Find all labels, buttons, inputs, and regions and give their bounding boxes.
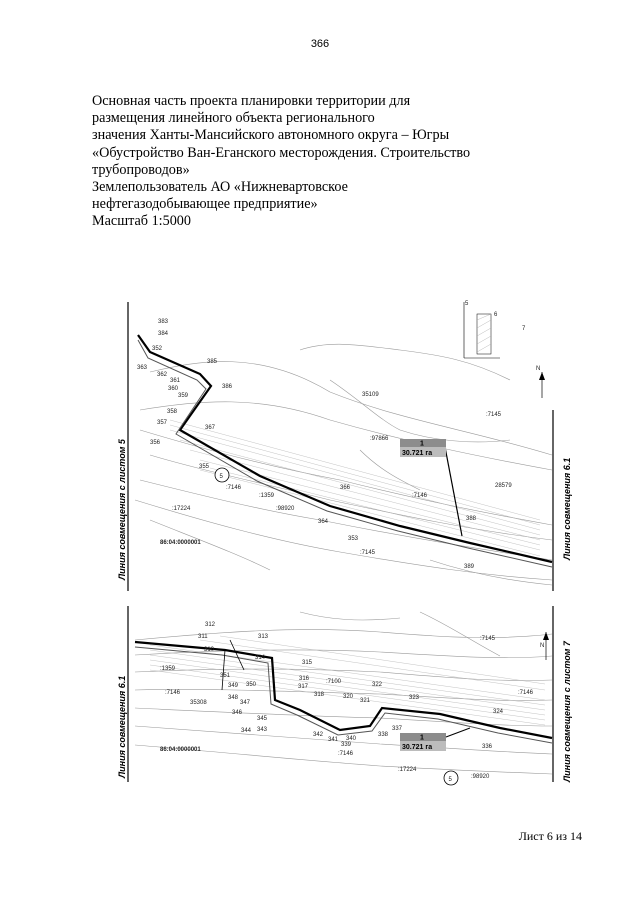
heading-line: нефтегазодобывающее предприятие» bbox=[92, 196, 318, 213]
svg-text:311: 311 bbox=[198, 634, 208, 640]
heading-line: Землепользователь АО «Нижневартовское bbox=[92, 179, 348, 196]
pipeline-route bbox=[135, 640, 552, 743]
svg-text:321: 321 bbox=[360, 698, 371, 704]
svg-text:355: 355 bbox=[199, 464, 210, 470]
inset-label: 7 bbox=[522, 326, 526, 332]
match-line-left-caption: Линия совмещения 6.1 bbox=[117, 675, 127, 778]
svg-text:367: 367 bbox=[205, 425, 216, 431]
north-arrow-icon bbox=[540, 632, 549, 660]
match-line-right-caption: Линия совмещения 6.1 bbox=[562, 457, 572, 560]
point-labels bbox=[198, 622, 504, 750]
parcel-label: :7146 bbox=[518, 690, 534, 696]
north-label: N bbox=[540, 643, 545, 649]
svg-text:366: 366 bbox=[340, 485, 351, 491]
svg-text:356: 356 bbox=[150, 440, 161, 446]
parcel-label: :7146 bbox=[412, 493, 428, 499]
svg-text:341: 341 bbox=[328, 737, 339, 743]
svg-text:340: 340 bbox=[346, 736, 357, 742]
heading-line: «Обустройство Ван-Еганского месторождения. Строительство bbox=[92, 144, 471, 161]
sheet-circle-label: 5 bbox=[219, 474, 223, 480]
svg-text:320: 320 bbox=[343, 694, 354, 700]
svg-text:363: 363 bbox=[137, 365, 148, 371]
map-top-inset bbox=[464, 301, 526, 358]
svg-text:317: 317 bbox=[298, 684, 309, 690]
svg-text:316: 316 bbox=[299, 676, 310, 682]
svg-text:324: 324 bbox=[493, 709, 504, 715]
parcel-label: :98920 bbox=[471, 774, 490, 780]
svg-text:358: 358 bbox=[167, 409, 178, 415]
svg-text:389: 389 bbox=[464, 564, 475, 570]
svg-text:361: 361 bbox=[170, 378, 181, 384]
svg-text:323: 323 bbox=[409, 695, 420, 701]
parcel-label: :7100 bbox=[326, 679, 342, 685]
parcel-label: :7145 bbox=[480, 636, 496, 642]
parcel-label: 28579 bbox=[495, 483, 512, 489]
svg-text:383: 383 bbox=[158, 319, 169, 325]
svg-text:337: 337 bbox=[392, 726, 403, 732]
area-id: 1 bbox=[420, 734, 424, 742]
area-leader-line bbox=[445, 447, 462, 536]
parcel-label: 35109 bbox=[362, 392, 379, 398]
svg-text:385: 385 bbox=[207, 359, 218, 365]
parcel-label: :7146 bbox=[226, 485, 242, 491]
area-id: 1 bbox=[420, 440, 424, 448]
svg-text:318: 318 bbox=[314, 692, 325, 698]
inset-label: 5 bbox=[465, 301, 469, 307]
svg-text:352: 352 bbox=[152, 346, 163, 352]
area-value: 30.721 га bbox=[402, 450, 433, 457]
parcel-label: :7146 bbox=[165, 690, 181, 696]
svg-text:346: 346 bbox=[232, 710, 243, 716]
parcel-label: :1359 bbox=[160, 666, 176, 672]
svg-text:338: 338 bbox=[378, 732, 389, 738]
heading-line: трубопроводов» bbox=[92, 161, 190, 178]
svg-text:359: 359 bbox=[178, 393, 189, 399]
parcel-label: :98920 bbox=[276, 506, 295, 512]
north-arrow-icon bbox=[536, 366, 545, 398]
svg-text:344: 344 bbox=[241, 728, 252, 734]
sheet-circle-label: 5 bbox=[448, 777, 452, 783]
match-line-left-caption: Линия совмещения с листом 5 bbox=[117, 439, 127, 580]
svg-text:362: 362 bbox=[157, 372, 168, 378]
svg-text:388: 388 bbox=[466, 516, 477, 522]
svg-text:312: 312 bbox=[205, 622, 216, 628]
parcel-label: :97866 bbox=[370, 436, 389, 442]
north-label: N bbox=[536, 366, 541, 372]
svg-text:360: 360 bbox=[168, 386, 179, 392]
map-top bbox=[117, 301, 572, 591]
map-bottom bbox=[117, 606, 572, 785]
heading-line: Масштаб 1:5000 bbox=[92, 213, 191, 230]
area-value: 30.721 га bbox=[402, 744, 433, 751]
svg-text:314: 314 bbox=[255, 655, 266, 661]
svg-text:351: 351 bbox=[220, 673, 231, 679]
parcel-label: :17224 bbox=[398, 767, 417, 773]
svg-text:339: 339 bbox=[341, 742, 352, 748]
svg-text:364: 364 bbox=[318, 519, 329, 525]
parcel-label: :7145 bbox=[360, 550, 376, 556]
inset-label: 6 bbox=[494, 312, 498, 318]
svg-text:349: 349 bbox=[228, 683, 239, 689]
svg-text:322: 322 bbox=[372, 682, 383, 688]
area-leader-line bbox=[446, 728, 470, 737]
svg-text:336: 336 bbox=[482, 744, 493, 750]
svg-text:384: 384 bbox=[158, 331, 169, 337]
svg-text:353: 353 bbox=[348, 536, 359, 542]
cadastral-block-label: 86:04:0000001 bbox=[160, 747, 201, 753]
svg-text:347: 347 bbox=[240, 700, 251, 706]
parcel-label: 35308 bbox=[190, 700, 207, 706]
svg-text:386: 386 bbox=[222, 384, 233, 390]
svg-text:343: 343 bbox=[257, 727, 268, 733]
parcel-label: :1359 bbox=[259, 493, 275, 499]
page-number: 366 bbox=[310, 38, 330, 50]
parcel-label: :7146 bbox=[338, 751, 354, 757]
cadastral-block-label: 86:04:0000001 bbox=[160, 540, 201, 546]
svg-text:310: 310 bbox=[204, 647, 215, 653]
match-line-right-caption: Линия совмещения с листом 7 bbox=[562, 641, 572, 782]
heading-line: значения Ханты-Мансийского автономного округа – Югры bbox=[92, 127, 450, 144]
parcel-label: :17224 bbox=[172, 506, 191, 512]
svg-text:342: 342 bbox=[313, 732, 324, 738]
svg-text:350: 350 bbox=[246, 682, 257, 688]
svg-text:345: 345 bbox=[257, 716, 268, 722]
pipeline-route bbox=[138, 335, 552, 567]
svg-text:357: 357 bbox=[157, 420, 168, 426]
heading-line: Основная часть проекта планировки территории для bbox=[92, 93, 411, 109]
svg-text:348: 348 bbox=[228, 695, 239, 701]
parcel-label: :7145 bbox=[486, 412, 502, 418]
svg-text:315: 315 bbox=[302, 660, 313, 666]
heading-line: размещения линейного объекта регионального bbox=[92, 110, 375, 127]
svg-text:313: 313 bbox=[258, 634, 269, 640]
page-footer: Лист 6 из 14 bbox=[518, 829, 582, 843]
